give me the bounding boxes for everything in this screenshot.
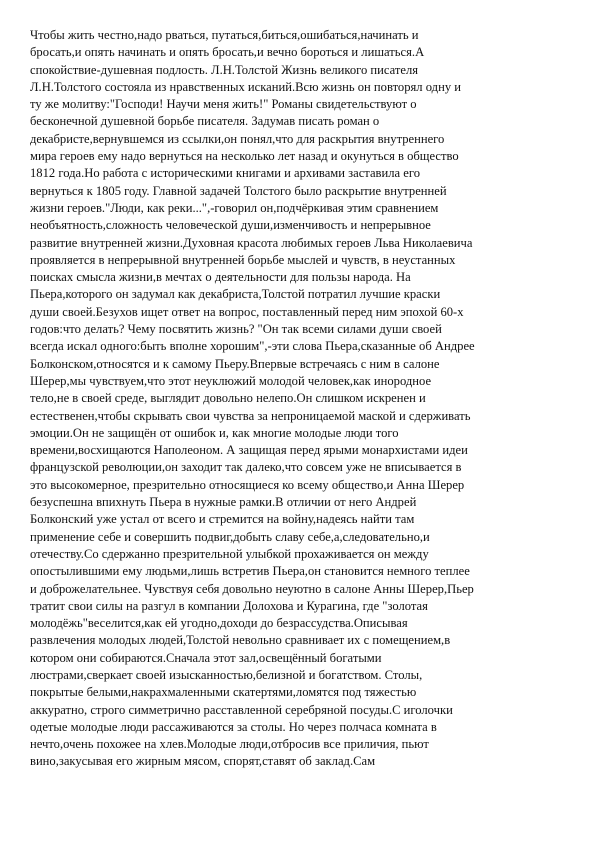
text-line: и доброжелательнее. Чувствуя себя довольно неуютно в салоне Анны Шерер,Пьер (30, 581, 474, 596)
text-line: поисках смысла жизни,в мечтах о деятельности для пользы народа. На (30, 270, 411, 285)
text-line: души своей.Безухов ищет ответ на вопрос, поставленный перед ним эпохой 60-х (30, 304, 464, 319)
text-line: развитие внутренней жизни.Духовная красота любимых героев Льва Николаевича (30, 235, 473, 250)
text-line: молодёжь"веселится,как ей угодно,доходи до безрассудства.Описывая (30, 616, 408, 631)
text-line: тело,не в своей среде, выглядит довольно нелепо.Он слишком искренен и (30, 391, 426, 406)
text-line: естественен,чтобы скрывать свои чувства за непроницаемой маской и сдерживать (30, 408, 471, 423)
text-line: эмоции.Он не защищён от ошибок и, как многие молодые люди того (30, 425, 399, 440)
text-line: необъятность,сложность человеческой души,изменчивость и непрерывное (30, 218, 431, 233)
text-line: вернуться к 1805 году. Главной задачей Толстого было раскрытие внутренней (30, 183, 447, 198)
text-line: ту же молитву:"Господи! Научи меня жить!" Романы свидетельствуют о (30, 97, 417, 112)
text-line: покрытые белыми,накрахмаленными скатертями,ломятся под тяжестью (30, 685, 417, 700)
text-line: проявляется в непрерывной внутренней борьбе мыслей и чувств, в неустанных (30, 252, 456, 267)
text-line: отечеству.Со сдержанно презрительной улыбкой прохаживается он между (30, 546, 429, 561)
text-line: декабристе,вернувшемся из ссылки,он понял,что для раскрытия внутреннего (30, 131, 445, 146)
text-line: Шерер,мы чувствуем,что этот неуклюжий молодой человек,как инородное (30, 373, 432, 388)
text-line: Болконский уже устал от всего и стремится на войну,надеясь найти там (30, 512, 415, 527)
essay-text (30, 27, 570, 771)
text-line: опостылившими ему людьми,лишь встретив Пьера,он становится немного теплее (30, 564, 470, 579)
text-line: годов:что делать? Чему посвятить жизнь? "Он так всеми силами души своей (30, 322, 442, 337)
text-line: нечто,очень похожее на хлев.Молодые люди,отбросив все приличия, пьют (30, 737, 429, 752)
text-line: бросать,и опять начинать и опять бросать,и вечно бороться и лишаться.А (30, 45, 425, 60)
text-line: безуспешна впихнуть Пьера в нужные рамки.В отличии от него Андрей (30, 495, 417, 510)
text-line: применение себе и совершить подвиг,добыть славу себе,а,следовательно,и (30, 529, 430, 544)
text-line: бесконечной душевной борьбе писателя. Задумав писать роман о (30, 114, 380, 129)
text-line: одетые молодые люди рассаживаются за столы. Но через полчаса комната в (30, 719, 437, 734)
text-line: это высокомерное, презрительно относящиеся ко всему общество,и Анна Шерер (30, 477, 465, 492)
text-line: тратит свои силы на разгул в компании Долохова и Курагина, где "золотая (30, 598, 428, 613)
text-line: вино,закусывая его жирным мясом, спорят,ставят об заклад.Сам (30, 754, 376, 769)
text-line: жизни героев."Люди, как реки...",-говорил он,подчёркивая этим сравнением (30, 200, 439, 215)
text-line: Пьера,которого он задумал как декабриста,Толстой потратил лучшие краски (30, 287, 441, 302)
text-line: Болконском,относятся и к самому Пьеру.Впервые встречаясь с ним в салоне (30, 356, 440, 371)
text-line: времени,восхищаются Наполеоном. А защищая перед ярыми монархистами идеи (30, 443, 468, 458)
text-line: котором они собираются.Сначала этот зал,освещённый богатыми (30, 650, 382, 665)
text-line: французской революции,он заходит так далеко,что совсем уже не вписывается в (30, 460, 462, 475)
text-line: спокойствие-душевная подлость. Л.Н.Толстой Жизнь великого писателя (30, 62, 419, 77)
text-line: Л.Н.Толстого состояла из нравственных исканий.Всю жизнь он повторял одну и (30, 79, 462, 94)
text-line: люстрами,сверкает своей изысканностью,белизной и богатством. Столы, (30, 667, 423, 682)
text-line: аккуратно, строго симметрично расставленной серебряной посуды.С иголочки (30, 702, 453, 717)
text-line: всегда искал одного:быть вполне хорошим",-эти слова Пьера,сказанные об Андрее (30, 339, 475, 354)
text-line: развлечения молодых людей,Толстой невольно сравнивает их с помещением,в (30, 633, 451, 648)
text-line: 1812 года.Но работа с историческими книгами и архивами заставила его (30, 166, 421, 181)
text-line: мира героев ему надо вернуться на несколько лет назад и окунуться в общество (30, 149, 459, 164)
text-line: Чтобы жить честно,надо рваться, путаться,биться,ошибаться,начинать и (30, 28, 419, 42)
